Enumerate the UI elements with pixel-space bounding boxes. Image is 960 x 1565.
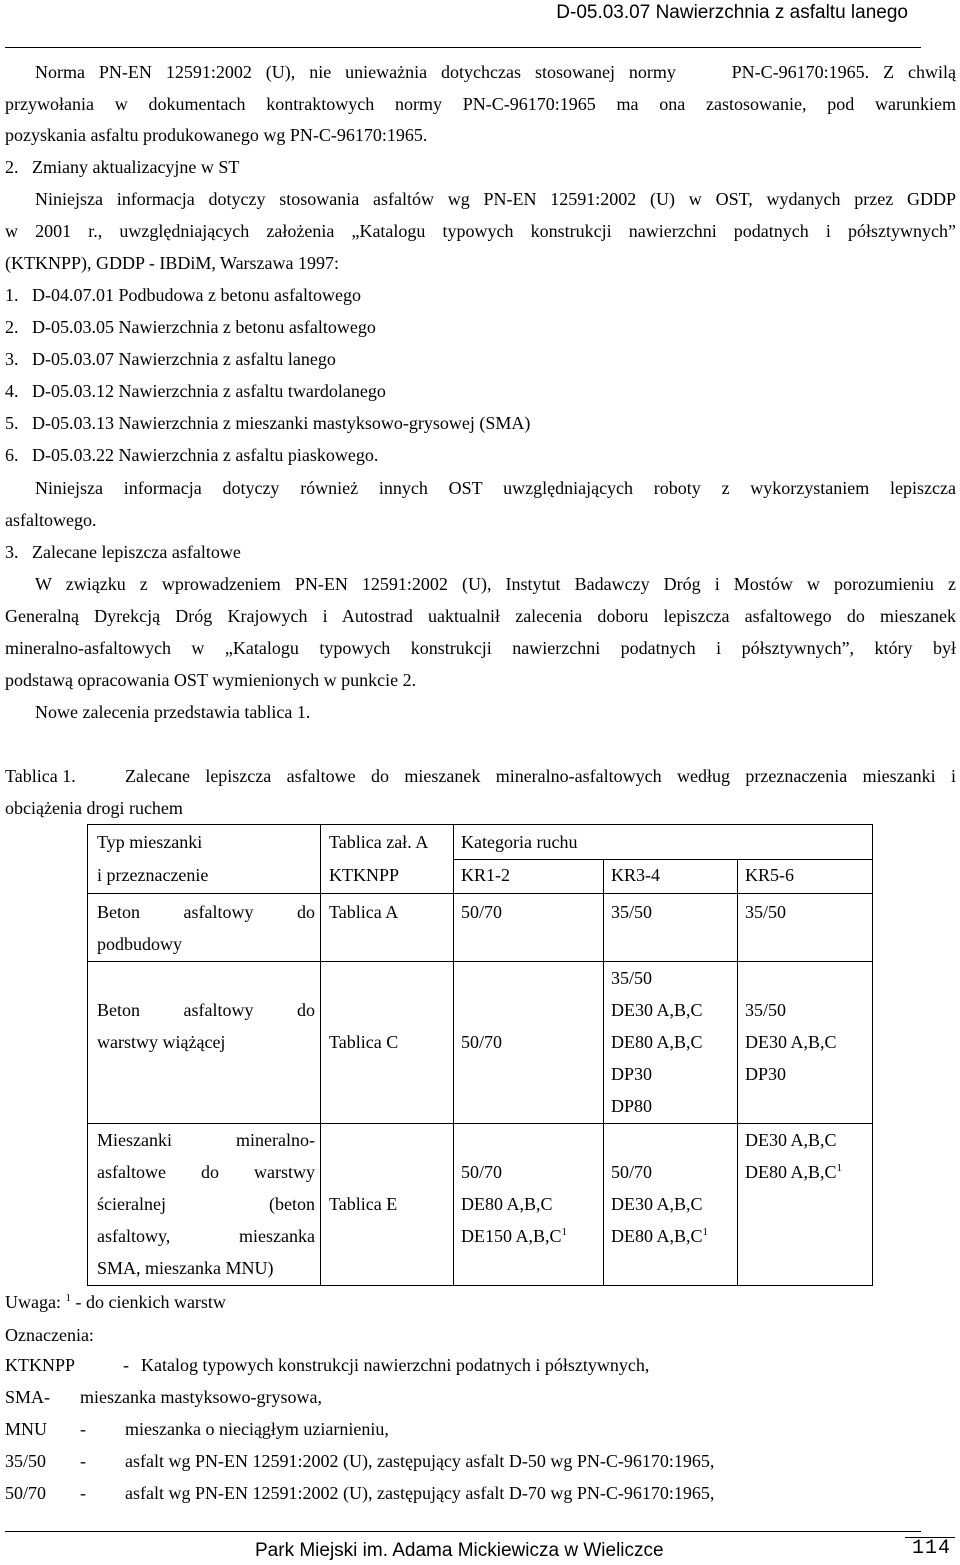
footnote-marker: 1 [836, 1162, 843, 1174]
intro-line-2: przywołania w dokumentach kontraktowych normy PN-C-96170:1965 ma ona zastosowanie, pod warunkiem [5, 94, 956, 114]
section-2-heading: 2. Zmiany aktualizacyjne w ST [5, 157, 240, 177]
table-header-type: i przeznaczenie [97, 865, 209, 885]
legend-term: SMA- [5, 1387, 51, 1407]
table-header-kr34: KR3-4 [611, 865, 660, 885]
table-cell-type: Mieszanki mineralno- [97, 1130, 315, 1150]
table-column-divider [737, 860, 738, 1286]
table-cell-type: ścieralnej (beton [97, 1194, 315, 1214]
table-cell-kr34: DE80 $A,B,C^1$ [611, 1226, 709, 1246]
table-cell-annex: Tablica C [329, 1032, 399, 1052]
table-cell-kr56: 35/50 [745, 902, 787, 922]
table-caption-label: Tablica 1. [5, 766, 76, 786]
spec-list-item: 3. D-05.03.07 Nawierzchnia z asfaltu lanego [5, 349, 336, 369]
table-cell-kr12: DE150 $A,B,C^1$ [461, 1226, 568, 1246]
table-caption-text: Zalecane lepiszcza asfaltowe do mieszanek mineralno-asfaltowych według przeznaczenia mieszanki i [125, 766, 956, 786]
section-2-para-line-2: w 2001 r., uwzględniających założenia „Katalogu typowych konstrukcji nawierzchni podatnych i półsztywnych” [5, 221, 956, 241]
table-cell-type: podbudowy [97, 934, 182, 954]
footer-divider [5, 1531, 921, 1532]
spec-list-item: 2. D-05.03.05 Nawierzchnia z betonu asfaltowego [5, 317, 376, 337]
section-3-para-line-1: W związku z wprowadzeniem PN-EN 12591:2002 (U), Instytut Badawczy Dróg i Mostów w porozumieniu z [35, 574, 956, 594]
table-cell-type: warstwy wiążącej [97, 1032, 226, 1052]
table-cell-type: Beton asfaltowy do [97, 1000, 315, 1020]
legend-dash: - [80, 1419, 86, 1439]
table-header-type: Typ mieszanki [97, 832, 203, 852]
legend-description: Katalog typowych konstrukcji nawierzchni podatnych i półsztywnych, [141, 1355, 650, 1375]
legend-description: mieszanka o nieciągłym uziarnieniu, [125, 1419, 389, 1439]
legend-dash: - [80, 1451, 86, 1471]
table-cell-kr56: DE30 A,B,C [745, 1032, 837, 1052]
section-3-para-line-3: mineralno-asfaltowych w „Katalogu typowych konstrukcji nawierzchni podatnych i półsztywnych”, który był [5, 638, 956, 658]
table-cell-kr34: DE80 A,B,C [611, 1032, 703, 1052]
table-cell-kr56: 35/50 [745, 1000, 787, 1020]
section-2-para-line-3: (KTKNPP), GDDP - IBDiM, Warszawa 1997: [5, 253, 340, 273]
table-row-divider [87, 961, 873, 962]
table-cell-kr34: 50/70 [611, 1162, 653, 1182]
table-cell-kr34: DE30 A,B,C [611, 1000, 703, 1020]
section-3-para-line-4: podstawą opracowania OST wymienionych w punkcie 2. [5, 670, 417, 690]
table-row-divider [87, 1123, 873, 1124]
table-cell-kr34: DE30 A,B,C [611, 1194, 703, 1214]
legend-description: asfalt wg PN-EN 12591:2002 (U), zastępujący asfalt D-50 wg PN-C-96170:1965, [125, 1451, 715, 1471]
legend-dash: - [123, 1355, 129, 1375]
table-cell-annex: Tablica A [329, 902, 399, 922]
table-cell-kr34: 35/50 [611, 968, 653, 988]
table-cell-kr12: 50/70 [461, 1162, 503, 1182]
page-number: 114 [912, 1537, 952, 1560]
table-cell-type: asfaltowy, mieszanka [97, 1226, 315, 1246]
legend-term: KTKNPP [5, 1355, 76, 1375]
table-cell-type: asfaltowe do warstwy [97, 1162, 315, 1182]
section-2-also-line-1: Niniejsza informacja dotyczy również innych OST uwzględniających roboty z wykorzystaniem lepiszcza [35, 478, 956, 498]
table-cell-type: SMA, mieszanka MNU) [97, 1258, 274, 1278]
table-cell-kr56: DE30 A,B,C [745, 1130, 837, 1150]
table-cell-kr56: DE80 $A,B,C^1$ [745, 1162, 843, 1182]
table-header-kr12: KR1-2 [461, 865, 510, 885]
section-3-heading: 3. Zalecane lepiszcza asfaltowe [5, 542, 241, 562]
legend-term: MNU [5, 1419, 48, 1439]
legend-description: asfalt wg PN-EN 12591:2002 (U), zastępujący asfalt D-70 wg PN-C-96170:1965, [125, 1483, 715, 1503]
spec-list-item: 4. D-05.03.12 Nawierzchnia z asfaltu twardolanego [5, 381, 386, 401]
section-3-para-line-2: Generalną Dyrekcją Dróg Krajowych i Autostrad uaktualnił zalecenia doboru lepiszcza asfaltowego do mieszanek [5, 606, 956, 626]
intro-line-3: pozyskania asfaltu produkowanego wg PN-C-96170:1965. [5, 125, 428, 145]
table-header-kr56: KR5-6 [745, 865, 794, 885]
table-row-divider [87, 893, 873, 894]
section-2-para-line-1: Niniejsza informacja dotyczy stosowania asfaltów wg PN-EN 12591:2002 (U) w OST, wydanych przez GDDP [35, 189, 956, 209]
section-2-also-line-2: asfaltowego. [5, 510, 97, 530]
table-cell-kr34: DP80 [611, 1096, 653, 1116]
legend-term: 50/70 [5, 1483, 47, 1503]
spec-list-item: 1. D-04.07.01 Podbudowa z betonu asfaltowego [5, 285, 361, 305]
spec-list-item: 5. D-05.03.13 Nawierzchnia z mieszanki mastyksowo-grysowej (SMA) [5, 413, 531, 433]
page-header: D-05.03.07 Nawierzchnia z asfaltu lanego [556, 2, 908, 23]
legend-term: 35/50 [5, 1451, 47, 1471]
table-cell-kr12: 50/70 [461, 1032, 503, 1052]
table-header-traffic: Kategoria ruchu [461, 832, 578, 852]
footnote-marker: 1 [702, 1226, 709, 1238]
table-row-divider [453, 859, 873, 860]
table-header-annex: Tablica zał. A [329, 832, 429, 852]
section-3-para-line-5: Nowe zalecenia przedstawia tablica 1. [35, 702, 311, 722]
table-cell-kr34: DP30 [611, 1064, 653, 1084]
table-column-divider [603, 860, 604, 1286]
intro-line-1: Norma PN-EN 12591:2002 (U), nie unieważnia dotychczas stosowanej normy PN-C-96170:1965. Z chwilą [35, 62, 956, 82]
footnote-marker: 1 [561, 1226, 568, 1238]
table-header-annex: KTKNPP [329, 865, 400, 885]
legend-heading: Oznaczenia: [5, 1325, 94, 1345]
table-cell-kr12: DE80 A,B,C [461, 1194, 553, 1214]
footnote: Uwaga: $^1$ - do cienkich warstw [5, 1292, 226, 1312]
table-cell-kr56: DP30 [745, 1064, 787, 1084]
table-cell-type: Beton asfaltowy do [97, 902, 315, 922]
legend-description: mieszanka mastyksowo-grysowa, [80, 1387, 322, 1407]
table-cell-kr34: 35/50 [611, 902, 653, 922]
spec-list-item: 6. D-05.03.22 Nawierzchnia z asfaltu piaskowego. [5, 445, 379, 465]
legend-dash: - [80, 1483, 86, 1503]
header-divider [5, 47, 921, 48]
footer-text: Park Miejski im. Adama Mickiewicza w Wieliczce [255, 1540, 664, 1561]
table-cell-kr12: 50/70 [461, 902, 503, 922]
table-caption-continued: obciążenia drogi ruchem [5, 798, 183, 818]
table-cell-annex: Tablica E [329, 1194, 398, 1214]
